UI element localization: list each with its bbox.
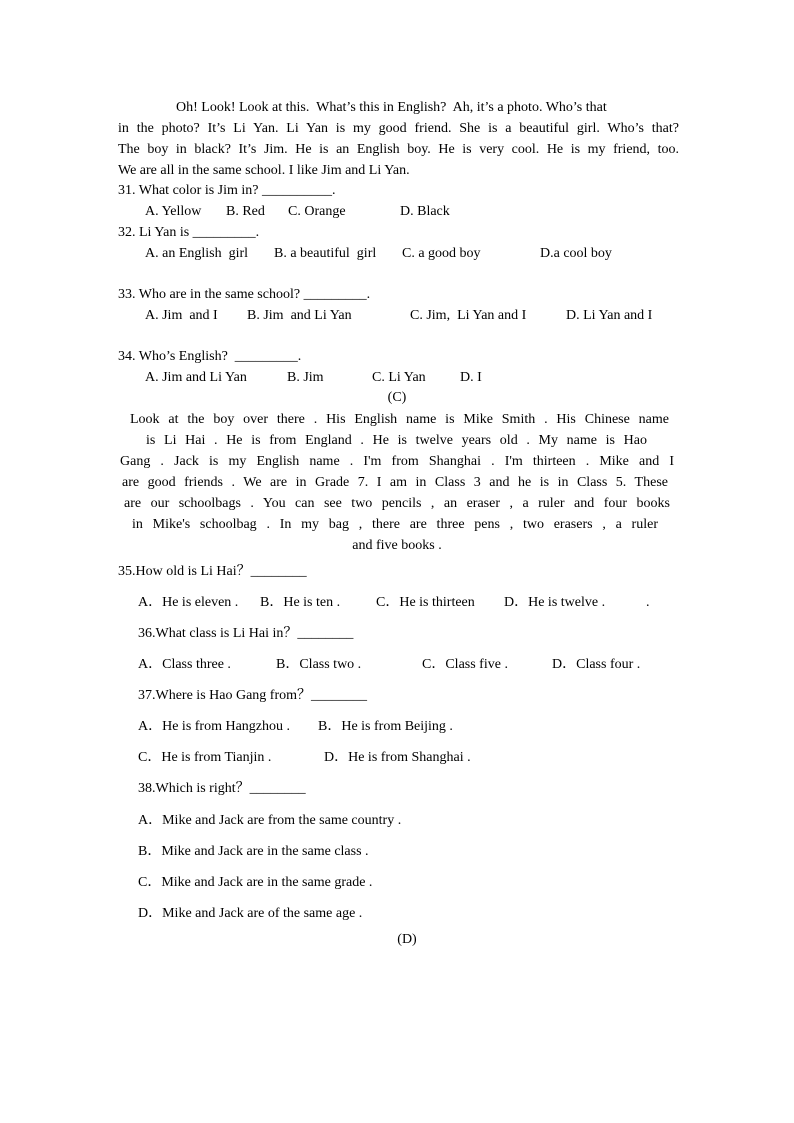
answer-option: C. a good boy	[402, 246, 481, 261]
passage-c-line: are our schoolbags . You can see two pencils , an eraser , a ruler and four books	[124, 496, 670, 511]
answer-option: B. a beautiful girl	[274, 246, 377, 261]
answer-option: D．Mike and Jack are of the same age .	[138, 906, 363, 921]
question-stem: 38.Which is right？________	[138, 781, 306, 796]
passage-b-line: in the photo? It’s Li Yan. Li Yan is my good friend. She is a beautiful girl. Who’s that?	[118, 121, 679, 136]
answer-option: B. Jim and Li Yan	[247, 308, 352, 323]
answer-option: A．Class three .	[138, 657, 231, 672]
answer-option: C. Li Yan	[372, 370, 426, 385]
stray-period: .	[646, 595, 650, 610]
question-stem: 35.How old is Li Hai？________	[118, 564, 307, 579]
answer-option: B．He is from Beijing .	[318, 719, 453, 734]
answer-option: D.a cool boy	[540, 246, 612, 261]
question-stem: 33. Who are in the same school? _________.	[118, 287, 371, 302]
answer-option: C．Mike and Jack are in the same grade .	[138, 875, 373, 890]
answer-option: D．He is from Shanghai .	[324, 750, 471, 765]
answer-option: D. Li Yan and I	[566, 308, 653, 323]
answer-option: A．Mike and Jack are from the same country .	[138, 813, 402, 828]
answer-option: C．Class five .	[422, 657, 508, 672]
answer-option: B. Red	[226, 204, 265, 219]
passage-c-line: Gang . Jack is my English name . I'm from Shanghai . I'm thirteen . Mike and I	[120, 454, 674, 469]
question-stem: 37.Where is Hao Gang from？________	[138, 688, 368, 703]
question-stem: 34. Who’s English? _________.	[118, 349, 302, 364]
answer-option: A. Yellow	[145, 204, 202, 219]
answer-option: A. an English girl	[145, 246, 249, 261]
answer-option: D．Class four .	[552, 657, 641, 672]
answer-option: B. Jim	[287, 370, 324, 385]
question-stem: 36.What class is Li Hai in？________	[138, 626, 354, 641]
question-stem: 31. What color is Jim in? __________.	[118, 183, 336, 198]
answer-option: D. Black	[400, 204, 450, 219]
passage-b-line: Oh! Look! Look at this. What’s this in English? Ah, it’s a photo. Who’s that	[176, 100, 607, 115]
passage-b-line: The boy in black? It’s Jim. He is an English boy. He is very cool. He is my friend, too.	[118, 142, 679, 157]
section-heading-c: (C)	[387, 390, 407, 405]
answer-option: A．He is from Hangzhou .	[138, 719, 291, 734]
answer-option: B．Class two .	[276, 657, 362, 672]
passage-c-line: in Mike's schoolbag . In my bag , there are three pens , two erasers , a ruler	[132, 517, 658, 532]
answer-option: C．He is from Tianjin .	[138, 750, 272, 765]
answer-option: A. Jim and Li Yan	[145, 370, 247, 385]
answer-option: A．He is eleven .	[138, 595, 239, 610]
passage-c-line: and five books .	[352, 538, 442, 553]
passage-c-line: are good friends . We are in Grade 7. I am in Class 3 and he is in Class 5. These	[122, 475, 668, 490]
answer-option: A. Jim and I	[145, 308, 218, 323]
answer-option: D．He is twelve .	[504, 595, 606, 610]
answer-option: C．He is thirteen	[376, 595, 475, 610]
answer-option: D. I	[460, 370, 482, 385]
answer-option: C. Orange	[288, 204, 346, 219]
section-heading-d: (D)	[397, 932, 417, 947]
answer-option: B．He is ten .	[260, 595, 341, 610]
question-stem: 32. Li Yan is _________.	[118, 225, 260, 240]
passage-b-line: We are all in the same school. I like Jim and Li Yan.	[118, 163, 410, 178]
passage-c-line: Look at the boy over there . His English name is Mike Smith . His Chinese name	[130, 412, 669, 427]
passage-c-line: is Li Hai . He is from England . He is twelve years old . My name is Hao	[146, 433, 647, 448]
answer-option: C. Jim, Li Yan and I	[410, 308, 527, 323]
answer-option: B．Mike and Jack are in the same class .	[138, 844, 369, 859]
